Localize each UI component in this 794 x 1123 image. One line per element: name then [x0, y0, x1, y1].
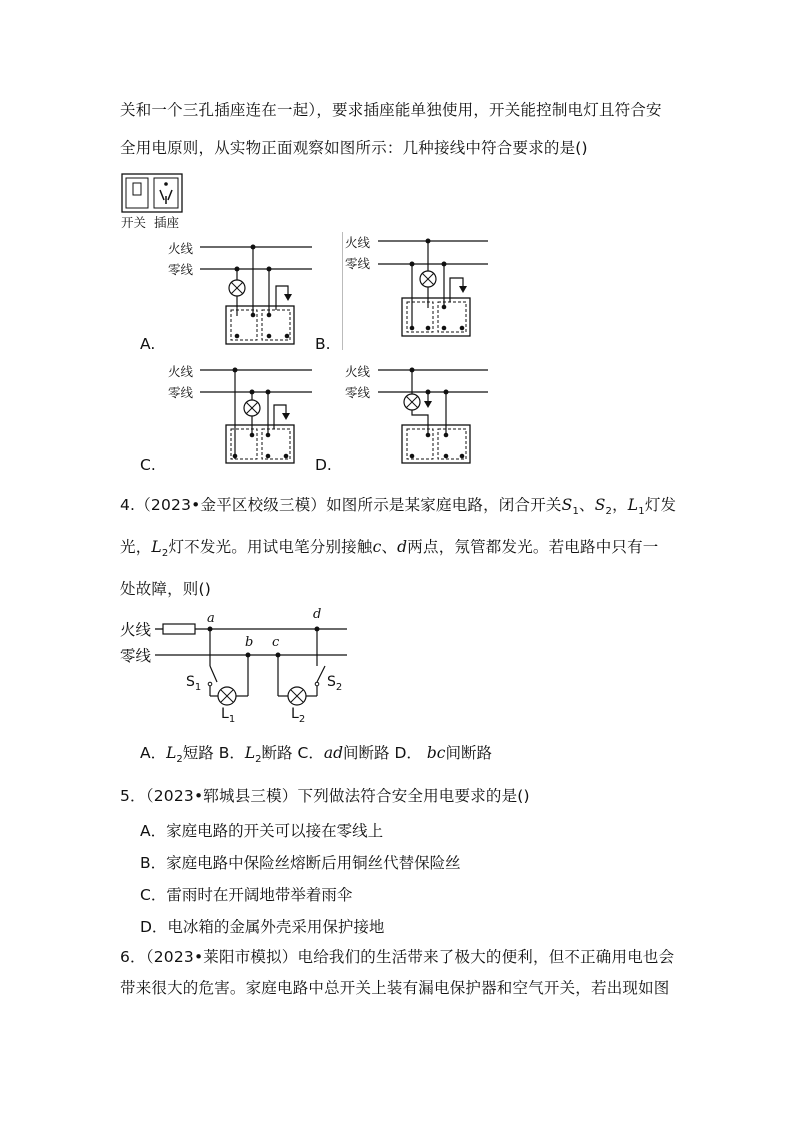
q4-s1: S [561, 496, 573, 514]
q4-number: 4. [120, 496, 136, 514]
option-a-label: A. [140, 335, 156, 353]
diagram-c-neutral-label: 零线 [168, 385, 194, 400]
q4-s1-sub: 1 [572, 506, 579, 518]
lamp-l1-label [221, 706, 235, 725]
q4-line3: 处故障，则() [120, 580, 211, 598]
q4-d: d [397, 538, 408, 556]
fuse-icon [163, 624, 195, 634]
q4-c: c [372, 538, 382, 556]
q6-line2: 带来很大的危害。家庭电路中总开关上装有漏电保护器和空气开关，若出现如图 [120, 979, 670, 997]
point-d-label: d [313, 607, 322, 622]
q4-opt-b-label: B． [218, 744, 245, 762]
q4-opt-d-var: bc [426, 744, 446, 762]
q4-text1a: 如图所示是某家庭电路，闭合开关 [326, 496, 562, 514]
diagram-c [200, 359, 320, 471]
q4-opt-c-text: 间断路 [343, 744, 390, 762]
switch-s2-label [327, 674, 342, 693]
q3-line1: 关和一个三孔插座连在一起），要求插座能单独使用，开关能控制电灯且符合安 [120, 101, 662, 119]
q5-line: 5．（2023•郓城县三模）下列做法符合安全用电要求的是() [120, 787, 530, 805]
q3-line2: 全用电原则，从实物正面观察如图所示：几种接线中符合要求的是() [120, 139, 588, 157]
q4-text2c: 两点，氖管都发光。若电路中只有一 [407, 538, 659, 556]
lamp-l2-label [291, 706, 305, 725]
l1-sub: 1 [228, 713, 236, 725]
switch-s1-label [186, 674, 201, 693]
q5-option-b: B．家庭电路中保险丝熔断后用铜丝代替保险丝 [140, 854, 461, 872]
q4-line2 [120, 535, 659, 559]
q4-text2a: 光， [120, 538, 152, 556]
point-c-label: c [272, 635, 280, 650]
q4-l1-sub: 1 [638, 506, 645, 518]
q4-text1b: 灯发 [644, 496, 677, 514]
q5-option-d: D．电冰箱的金属外壳采用保护接地 [140, 918, 385, 936]
diagram-a-neutral-label: 零线 [168, 262, 194, 277]
q4-l2: L [151, 538, 162, 556]
diagram-d-neutral-label: 零线 [345, 385, 371, 400]
s1-letter: S [186, 674, 195, 690]
q4-opt-d-text: 间断路 [445, 744, 492, 762]
point-a-label: a [207, 611, 215, 626]
diagram-d-live-label: 火线 [345, 364, 371, 379]
q4-l2-sub: 2 [161, 548, 169, 560]
q4-opt-c-label: C． [297, 744, 324, 762]
point-b-label: b [245, 635, 254, 650]
l2-letter: L [291, 706, 299, 722]
q4-source: （2023•金平区校级三模） [135, 496, 327, 514]
socket-label: 插座 [154, 215, 180, 230]
q4-opt-a-l: L [166, 744, 177, 762]
q5-option-a: A．家庭电路的开关可以接在零线上 [140, 822, 384, 840]
q4-options [140, 741, 492, 765]
s2-letter: S [327, 674, 336, 690]
q4-opt-a-label: A． [140, 744, 167, 762]
diagram-a-live-label: 火线 [168, 241, 194, 256]
q4-s2-sub: 2 [605, 506, 613, 518]
option-b-label: B. [315, 335, 331, 353]
q4-sep2: 、 [381, 538, 398, 556]
q4-text2b: 灯不发光。用试电笔分别接触 [168, 538, 373, 556]
q4-neutral-label: 零线 [120, 647, 152, 665]
q4-opt-b-text: 断路 [261, 744, 293, 762]
switch-label: 开关 [121, 215, 147, 230]
q5-option-c: C．雷雨时在开阔地带举着雨伞 [140, 886, 353, 904]
s1-sub: 1 [194, 681, 202, 693]
diagram-b-live-label: 火线 [345, 235, 371, 250]
option-c-label: C. [140, 456, 156, 474]
q4-s2: S [594, 496, 606, 514]
q4-live-label: 火线 [120, 621, 152, 639]
option-d-label: D. [315, 456, 332, 474]
q4-opt-b-l: L [244, 744, 256, 762]
q4-opt-c-var: ad [323, 744, 343, 762]
q4-opt-a-text: 短路 [182, 744, 214, 762]
diagram-b-neutral-label: 零线 [345, 256, 371, 271]
q4-circuit [155, 606, 355, 728]
q4-sep: 、 [579, 496, 595, 514]
q4-opt-b-sub: 2 [255, 754, 262, 766]
q4-line1 [120, 493, 676, 517]
diagram-a [200, 236, 320, 348]
diagram-d [378, 359, 493, 471]
diagram-c-live-label: 火线 [168, 364, 194, 379]
q4-opt-d-label: D． [394, 744, 422, 762]
s2-sub: 2 [335, 681, 343, 693]
q6-line1: 6．（2023•莱阳市模拟）电给我们的生活带来了极大的便利，但不正确用电也会 [120, 948, 675, 966]
q4-opt-a-sub: 2 [176, 754, 183, 766]
column-divider [342, 232, 343, 350]
l2-sub: 2 [298, 713, 306, 725]
diagram-b [378, 230, 493, 342]
q4-l1: L [627, 496, 639, 514]
q4-comma: ， [612, 496, 628, 514]
l1-letter: L [221, 706, 229, 722]
